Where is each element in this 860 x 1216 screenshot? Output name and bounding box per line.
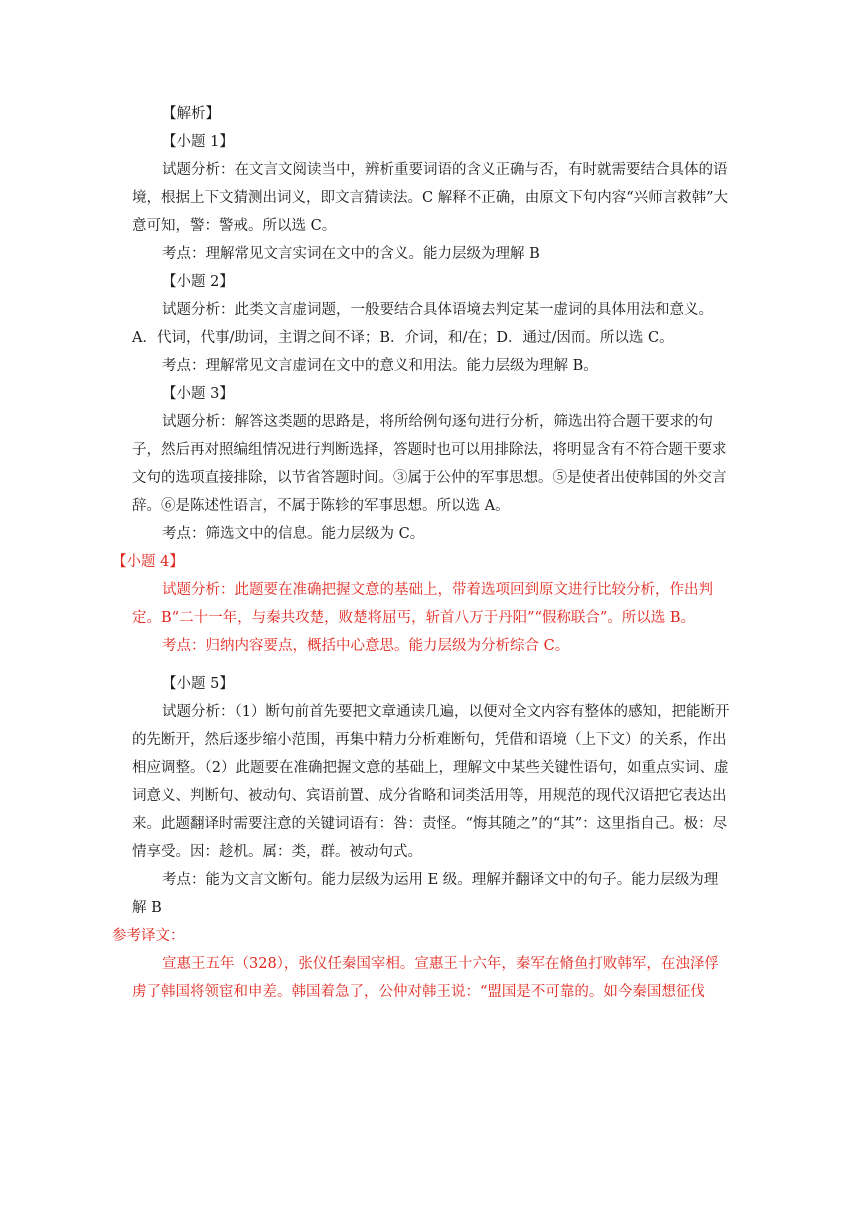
question-2-analysis: 试题分析：此类文言虚词题，一般要结合具体语境去判定某一虚词的具体用法和意义。A．代词，代事/助词，主谓之间不译；B．介词，和/在；D．通过/因而。所以选 C。 xyxy=(132,302,713,346)
question-5-point: 考点：能为文言文断句。能力层级为运用 E 级。理解并翻译文中的句子。能力层级为理解 B xyxy=(132,872,719,916)
question-1-point: 考点：理解常见文言实词在文中的含义。能力层级为理解 B xyxy=(162,246,540,262)
question-5-analysis: 试题分析：（1）断句前首先要把文章通读几遍，以便对全文内容有整体的感知，把能断开的先断开，然后逐步缩小范围，再集中精力分析难断句，凭借和语境（上下文）的关系，作出相应调整。（2）此题要在准确把握文意的基础上，理解文中某些关键性语句，如重点实词、虚词意义、判断句、被动句、宾语前置、成分省略和词类活用等，用规范的现代汉语把它表达出来。此题翻译时需要注意的关键词语有：咎：责怪。“悔其随之”的“其”：这里指自己。极：尽情享受。因：趁机。属：类，群。被动句式。 xyxy=(132,704,730,860)
question-4-point: 考点：归纳内容要点，概括中心意思。能力层级为分析综合 C。 xyxy=(162,638,570,654)
question-3-heading: 【小题 3】 xyxy=(162,386,234,402)
question-3-point: 考点：筛选文中的信息。能力层级为 C。 xyxy=(162,526,425,542)
answer-analysis xyxy=(112,100,732,1006)
question-4-heading: 【小题 4】 xyxy=(112,554,184,570)
question-2-point: 考点：理解常见文言虚词在文中的意义和用法。能力层级为理解 B。 xyxy=(162,358,598,374)
question-3-analysis: 试题分析：解答这类题的思路是，将所给例句逐句进行分析，筛选出符合题干要求的句子，然后再对照编组情况进行判断选择，答题时也可以用排除法，将明显含有不符合题干要求文句的选项直接排除，以节省答题时间。③属于公仲的军事思想。⑤是使者出使韩国的外交言辞。⑥是陈述性语言，不属于陈轸的军事思想。所以选 A。 xyxy=(132,414,727,514)
question-2-heading: 【小题 2】 xyxy=(162,274,234,290)
question-4-analysis: 试题分析：此题要在准确把握文意的基础上，带着选项回到原文进行比较分析，作出判定。B“二十一年，与秦共攻楚，败楚将屈丐，斩首八万于丹阳”“假称联合”。所以选 B。 xyxy=(132,582,713,626)
question-5-heading: 【小题 5】 xyxy=(162,676,234,692)
translation-label: 参考译文： xyxy=(112,928,185,944)
translation-text: 宣惠王五年（328），张仪任秦国宰相。宣惠王十六年，秦军在脩鱼打败韩军，在浊泽俘虏了韩国将领宦和申差。韩国着急了，公仲对韩王说：“盟国是不可靠的。如今秦国想征伐 xyxy=(132,956,719,1000)
question-1-heading: 【小题 1】 xyxy=(162,134,234,150)
question-1-analysis: 试题分析：在文言文阅读当中，辨析重要词语的含义正确与否，有时就需要结合具体的语境，根据上下文猜测出词义，即文言猜读法。C 解释不正确，由原文下句内容“兴师言救韩”大意可知，警：警戒。所以选 C。 xyxy=(132,162,729,234)
analysis-heading: 【解析】 xyxy=(162,106,220,122)
